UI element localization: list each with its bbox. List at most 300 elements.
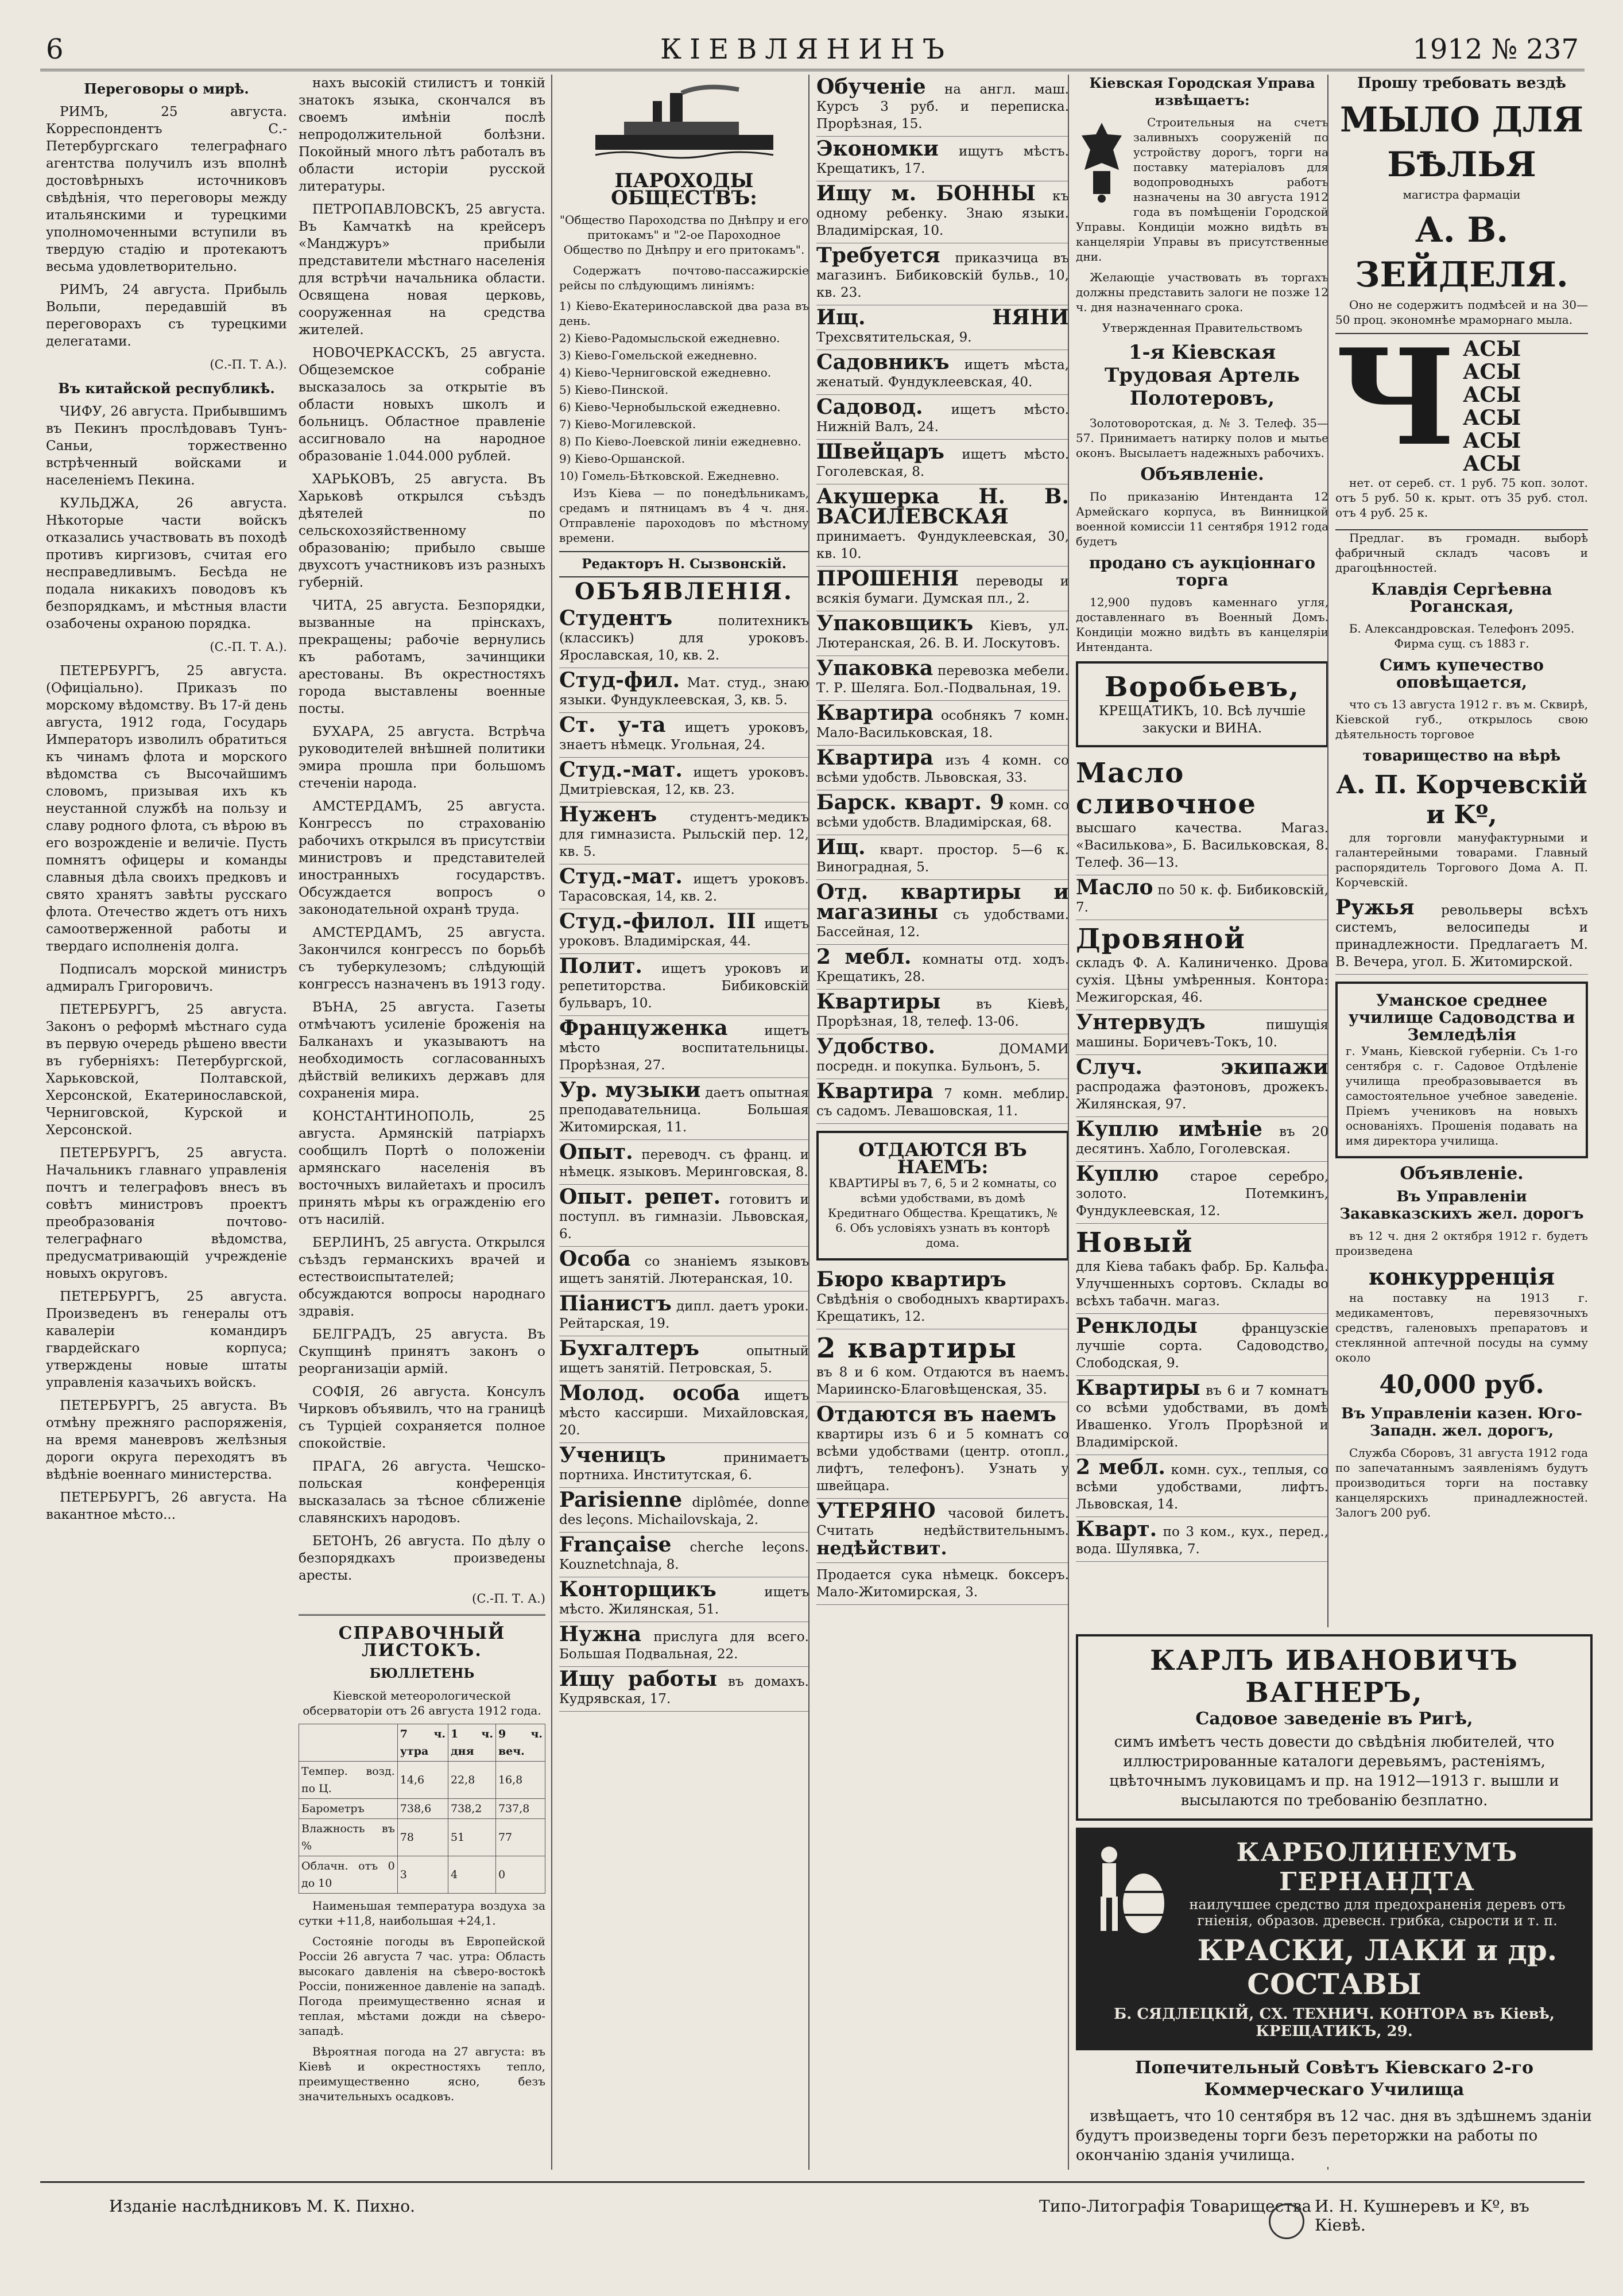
ads-title: ОБЪЯВЛЕНІЯ. (575, 578, 793, 605)
wagner-ad (1076, 1634, 1593, 1821)
table-cell: 78 (397, 1819, 448, 1856)
ad-keyword: Ур. музыки (559, 1078, 701, 1102)
table-row (299, 1856, 545, 1894)
steamship-line: 4) Кіево-Черниговской ежедневно. (559, 366, 772, 379)
classified-ad (559, 1667, 809, 1712)
ad-text: даетъ опытная преподавательница. Большая Житомирская, 11. (559, 1085, 809, 1135)
article: БЕТОНЪ, 26 августа. По дѣлу о безпорядкахъ произведены аресты. (299, 1534, 545, 1583)
printer-name: И. Н. Кушнеревъ и Kº, въ Кіевѣ. (1315, 2197, 1529, 2235)
ad-text: студентъ-медикъ для гимназиста. Рыльскій пер. 12, кв. 5. (559, 810, 809, 859)
article: ПРАГА, 26 августа. Чешско-польская конференція высказалась за тѣсное сближеніе славянскихъ народовъ. (299, 1459, 545, 1526)
article: ПЕТРОПАВЛОВСКЪ, 25 августа. Въ Камчаткѣ на крейсеръ «Манджуръ» прибыли представители мѣстнаго населенія для встрѣчи начальника области. Освящена новая церковь, сооруженная на средства жителей. (299, 202, 545, 338)
ad-keyword: 2 мебл. (816, 945, 912, 969)
merchants-text: что съ 13 августа 1912 г. въ м. Сквирѣ, Кіевской губ., открылось свою дѣятельность торговое (1335, 697, 1588, 741)
school-text: г. Умань, Кіевской губерніи. Съ 1-го сентября с. г. Садовое Отдѣленіе училища преобразовывается въ самостоятельное учебное заведеніе. Пріемъ учениковъ на новыхъ основаніяхъ. Прошенія подавать на имя директора училища. (1346, 1044, 1578, 1147)
signature: (С.-П. Т. А.) (472, 1592, 545, 1605)
reference-section (299, 1614, 545, 2104)
classified-ad (559, 713, 809, 758)
polot-text: Золотоворотская, д. № 3. Телеф. 35—57. Принимаетъ натирку полов и мытье оконъ. Высылаетъ надежныхъ рабочихъ. (1076, 416, 1328, 460)
steamships-subtitle: "Общество Пароходства по Днѣпру и его притокамъ" и "2-ое Пароходное Общество по Днѣпру и его притокамъ". (559, 213, 809, 257)
ad-keyword: ПРОШЕНІЯ (816, 567, 959, 591)
ad-text: diplômée, donne des leçons. Michailovskaja, 2. (559, 1495, 809, 1527)
ad-keyword: Конторщикъ (559, 1577, 716, 1601)
classified-ad (816, 75, 1069, 137)
apartment-text: по 3 ком., кух., перед., вода. Шулявка, 7. (1076, 1525, 1328, 1557)
guns-title: Ружья (1335, 895, 1415, 920)
classified-ad (816, 243, 1069, 305)
ad-keyword: Бухгалтеръ (559, 1336, 700, 1360)
ad-keyword: Опыт. репет. (559, 1185, 721, 1209)
lost-title: УТЕРЯНО (816, 1499, 936, 1523)
estate-text: въ 20 десятинъ. Хабло, Гоголевская. (1076, 1124, 1328, 1157)
guns-text: револьверы всѣхъ системъ, велосипеды и принадлежности. Предлагаетъ М. В. Вечера, угол. Б. Житомирской. (1335, 903, 1588, 969)
ad-text: въ домахъ. Кудрявская, 17. (559, 1674, 809, 1707)
steamship-lines (559, 298, 809, 483)
rooms-text: комн. сух., теплыя, со всѣми удобствами, лифтъ. Львовская, 14. (1076, 1463, 1328, 1512)
ad-text: принимаетъ портниха. Институтская, 6. (559, 1450, 809, 1483)
tobacco-text: для Кіева табакъ фабр. Бр. Кальфа. Улучшенныхъ сортовъ. Склады во всѣхъ табачн. магаз. (1076, 1259, 1328, 1309)
carriages-title: Случ. экипажи (1076, 1055, 1328, 1079)
flats-ad (816, 1329, 1069, 1402)
steamship-line: 10) Гомель-Бѣтковской. Ежедневно. (559, 469, 780, 483)
soap-name: А. В. ЗЕЙДЕЛЯ. (1355, 210, 1568, 295)
estate-title: Куплю имѣніе (1076, 1117, 1262, 1141)
ad-text: ищетъ мѣсто. Гоголевская, 8. (816, 447, 1069, 479)
classified-ad (559, 668, 809, 713)
ad-keyword: Особа (559, 1247, 631, 1271)
ad-text: ищетъ мѣста, женатый. Фундуклеевская, 40. (816, 358, 1069, 390)
publisher: Изданіе наслѣдниковъ М. К. Пихно. (109, 2197, 416, 2216)
firewood-ad (1076, 920, 1328, 1010)
steamship-line: 7) Кіево-Могилевской. (559, 417, 696, 431)
clock-word: АСЫ (1463, 383, 1521, 407)
zak-text-2: на поставку на 1913 г. медикаментовъ, перевязочныхъ средствъ, галеновыхъ препаратовъ и стеклянной аптечной посуды на сумму около (1335, 1291, 1588, 1364)
table-cell: Барометръ (299, 1799, 398, 1819)
steamship-line: 3) Кіево-Гомельской ежедневно. (559, 348, 757, 362)
announcement-title: Объявленіе. (1140, 464, 1264, 484)
steamship-icon (590, 80, 779, 166)
article: ЧИФУ, 26 августа. Прибывшимъ въ Пекинъ прослѣдовавъ Тунъ-Саньи, торжественно встрѣченный войсками и населеніемъ Пекина. (46, 404, 287, 488)
ad-text: ищетъ уроковъ. Дмитріевская, 12, кв. 23. (559, 765, 809, 797)
classified-ad (559, 1533, 809, 1577)
soap-text: Оно не содержитъ подмѣсей и на 30—50 проц. экономнѣе мраморнаго мыла. (1335, 298, 1588, 327)
ivashenko-title: Квартиры (1076, 1376, 1200, 1400)
ad-keyword: Піанистъ (559, 1292, 672, 1316)
city-text-2: Желающіе участвовать въ торгахъ должны представить залоги не позже 12 ч. дня назначеннаго срока. (1076, 270, 1328, 314)
ad-text: кварт. простор. 5—6 к. Виноградная, 5. (816, 843, 1069, 875)
classified-ad (816, 790, 1069, 835)
lost-text: часовой билетъ. Считать недѣйствительнымъ. (816, 1506, 1069, 1538)
column-telegrams-2 (299, 75, 545, 2170)
ad-text: ДОМАМИ посредн. и покупка. Бульонъ, 5. (816, 1042, 1069, 1074)
table-cell: 3 (397, 1856, 448, 1894)
flats-title: 2 квартиры (816, 1332, 1017, 1364)
steamships-intro: Содержатъ почтово-пассажирскіе рейсы по слѣдующимъ линіямъ: (559, 263, 809, 292)
announcement-text: По приказанію Интенданта 12 Армейскаго корпуса, въ Винницкой военной комиссіи 11 сентября 1912 года будетъ (1076, 490, 1328, 548)
ad-keyword: Упаковщикъ (816, 611, 974, 635)
page-number: 6 (46, 33, 64, 65)
article: АМСТЕРДАМЪ, 25 августа. Конгрессъ по страхованію рабочихъ открылся въ присутствіи министровъ и представителей иностранныхъ государствъ. Обсуждается вопросъ о законодательной охранѣ труда. (299, 799, 545, 917)
ad-keyword: Акушерка Н. В. ВАСИЛЕВСКАЯ (816, 484, 1069, 529)
classified-ad (816, 137, 1069, 181)
table-header-row (299, 1724, 545, 1762)
ad-keyword: Нуженъ (559, 802, 657, 827)
council-title: Попечительный Совѣтъ Кіевскаго 2-го Коммерческаго Училища (1135, 2058, 1533, 2100)
ad-text: Мат. студ., знаю языки. Фундуклеевская, 3, кв. 5. (559, 676, 809, 708)
wide-ads-block (1068, 1627, 1593, 2167)
school-ad (1335, 982, 1588, 1158)
article: ПЕТЕРБУРГЪ, 25 августа. Произведенъ въ генералы отъ кавалеріи командиръ гвардейскаго корпуса; утверждены новые штаты управленія казачьихъ войскъ. (46, 1289, 287, 1390)
table-header-cell: 1 ч. дня (448, 1724, 496, 1762)
table-cell: 4 (448, 1856, 496, 1894)
underwood-title: Унтервудъ (1076, 1010, 1206, 1034)
clock-name: Клавдія Сергѣевна Роганская, (1371, 580, 1552, 616)
article: КУЛЬДЖА, 26 августа. Нѣкоторые части войскъ отказались участвовать въ походѣ противъ киргизовъ, считая его несправедливымъ. Бесѣда не подала никакихъ поводовъ къ безпорядкамъ, и мѣстныя власти озабочены охраною порядка. (46, 496, 287, 631)
ad-text: особнякъ 7 комн. Мало-Васильковская, 18. (816, 708, 1069, 740)
signature: (С.-П. Т. А.). (210, 358, 287, 371)
article: СОФІЯ, 26 августа. Консулъ Чирковъ объявилъ, что на границѣ съ Турціей сохраняется полное спокойствіе. (299, 1384, 545, 1451)
ad-text: Кіевъ, ул. Лютеранская, 26. В. И. Лоскутовъ. (816, 619, 1069, 651)
ad-keyword: Швейцаръ (816, 440, 944, 464)
clock-text: нет. от сереб. ст. 1 руб. 75 коп. золот. отъ 5 руб. 50 к. крыт. отъ 35 руб. стол. отъ 4 руб. 25 к. (1335, 476, 1588, 519)
rent-box (816, 1131, 1069, 1261)
auction-title: продано съ аукціоннаго торга (1089, 553, 1315, 589)
ad-keyword: Ищ. НЯНИ (816, 305, 1069, 329)
vorobyev-text: КРЕЩАТИКЪ, 10. Всѣ лучшіе закуски и ВИНА. (1098, 704, 1306, 736)
rent-text: КВАРТИРЫ въ 7, 6, 5 и 2 комнаты, со всѣми удобствами, въ домѣ Кредитнаго Общества. Крещатикъ, № 6. Объ условіяхъ узнать въ конторѣ дома. (828, 1176, 1058, 1250)
table-cell: Влажность въ % (299, 1819, 398, 1856)
paints-title: КРАСКИ, ЛАКИ и др. СОСТАВЫ (1197, 1933, 1558, 2001)
headline: Въ китайской республикѣ. (58, 380, 275, 397)
steamship-line: 1) Кіево-Екатеринославской два раза въ день. (559, 299, 809, 328)
ad-text: переводы и всякія бумаги. Думская пл., 2. (816, 574, 1069, 606)
carbolineum-address: Б. СЯДЛЕЦКІЙ, СХ. ТЕХНИЧ. КОНТОРА въ Кіевѣ, КРЕЩАТИКЪ, 29. (1114, 2006, 1555, 2040)
newspaper-title: КІЕВЛЯНИНЪ (660, 33, 952, 65)
ad-keyword: Студентъ (559, 606, 673, 630)
plums-ad (1076, 1314, 1328, 1376)
silver-title: Куплю (1076, 1162, 1159, 1186)
classified-ads (816, 75, 1069, 1124)
city-text: Строительныя на счетъ заливныхъ сооруженій по устройству дорогъ, торги на поставку матеріаловъ для водопроводныхъ работъ назначены на 30 августа 1912 года въ помѣщеніи Городской Управы. Кондиціи можно видѣть въ канцеляріи Управы въ присутственные дни. (1076, 115, 1328, 263)
article: ХАРЬКОВЪ, 25 августа. Въ Харьковѣ открылся съѣздъ дѣятелей по сельскохозяйственному образованію; прибыло свыше двухсотъ участниковъ изъ разныхъ губерній. (299, 472, 545, 590)
table-cell: 0 (495, 1856, 545, 1894)
classified-ad (816, 181, 1069, 243)
ad-keyword: Барск. кварт. 9 (816, 790, 1005, 815)
classified-ad (559, 1336, 809, 1381)
table-header-cell: 9 ч. веч. (495, 1724, 545, 1762)
vorobyev-ad (1076, 661, 1328, 747)
council-text: извѣщаетъ, что 10 сентября въ 12 час. дня въ здѣшнемъ зданіи будутъ произведены торги безъ переторжки на работы по окончанію зданія училища. (1076, 2108, 1592, 2164)
table-row (299, 1799, 545, 1819)
ad-text: ищетъ мѣсто кассирши. Михайловская, 20. (559, 1389, 809, 1438)
bureau-text: Свѣдѣнія о свободныхъ квартирахъ. Крещатикъ, 12. (816, 1292, 1069, 1324)
apartment-ad (1076, 1517, 1328, 1562)
classified-ad (816, 1079, 1069, 1124)
ad-keyword: Экономки (816, 137, 939, 161)
tobacco-title: Новый (1076, 1227, 1194, 1259)
column-steamships-ads (551, 75, 809, 2170)
article: ПЕТЕРБУРГЪ, 25 августа. Въ отмѣну прежняго распоряженія, на время маневровъ желѣзныя дороги округа переходятъ въ вѣдѣніе военнаго министерства. (46, 1398, 287, 1482)
butter-title-2: Масло (1076, 875, 1153, 899)
underwood-ad (1076, 1010, 1328, 1055)
butter-title: Масло сливочное (1076, 757, 1257, 820)
rent-text-2: квартиры изъ 6 и 5 комнатъ со всѣми удобствами (центр. отопл., лифтъ, телефонъ). Узнать у швейцара. (816, 1427, 1069, 1494)
firewood-text: складъ Ф. А. Калиниченко. Дрова сухія. Цѣны умѣренныя. Контора: Межигорская, 46. (1076, 956, 1328, 1005)
ivashenko-text: въ 6 и 7 комнатъ со всѣми удобствами, въ домѣ Ивашенко. Уголъ Прорѣзной и Владимірской. (1076, 1383, 1328, 1450)
bureau-ad (816, 1267, 1069, 1329)
ad-text: со знаніемъ языковъ ищетъ занятій. Лютеранская, 10. (559, 1254, 809, 1286)
polot-title: 1-я Кіевская Трудовая Артель Полотеровъ, (1105, 341, 1300, 410)
ad-text: ищетъ уроковъ. Владимірская, 44. (559, 917, 809, 949)
classified-ad (559, 1381, 809, 1443)
classified-ad (816, 880, 1069, 945)
zak-big: конкурренція (1368, 1263, 1555, 1290)
ad-keyword: Française (559, 1533, 672, 1557)
clock-shop: Предлаг. въ громадн. выборѣ фабричный складъ часовъ и драгоцѣнностей. (1335, 531, 1588, 575)
ad-text: 7 комн. меблир. съ садомъ. Левашовская, 11. (816, 1087, 1069, 1119)
headline: Переговоры о мирѣ. (84, 80, 249, 97)
ad-text: комнаты отд. ходъ. Крещатикъ, 28. (816, 952, 1069, 984)
wagner-title: КАРЛЪ ИВАНОВИЧЪ ВАГНЕРЪ, (1150, 1645, 1519, 1709)
apartment-title: Кварт. (1076, 1517, 1157, 1541)
flats-text: въ 8 и 6 ком. Отдаются въ наемъ. Мариинско-Благовѣщенская, 35. (816, 1365, 1069, 1397)
ad-keyword: Обученіе (816, 75, 926, 99)
ad-keyword: Квартиры (816, 990, 941, 1014)
column-classifieds (808, 75, 1069, 2170)
ad-text: переводч. съ франц. и нѣмецк. языковъ. Меринговская, 8. (559, 1147, 809, 1180)
school-title: Уманское среднее училище Садоводства и Земледѣлія (1348, 991, 1575, 1044)
classified-ad (816, 440, 1069, 484)
ad-text: на англ. маш. Курсъ 3 руб. и переписка. Прорѣзная, 15. (816, 82, 1069, 131)
ad-keyword: Студ.-мат. (559, 864, 683, 889)
article: ВЪНА, 25 августа. Газеты отмѣчаютъ усиленіе броженія на Балканахъ и указываютъ на необходимость согласованныхъ дѣйствій великихъ державъ для сохраненія мира. (299, 1000, 545, 1101)
table-cell: 738,6 (397, 1799, 448, 1819)
classified-ad (816, 945, 1069, 990)
clock-word: АСЫ (1463, 360, 1521, 384)
ad-keyword: Ст. у-та (559, 713, 666, 737)
ad-text: въ Кіевѣ, Прорѣзная, 18, телеф. 13-06. (816, 997, 1069, 1029)
classified-ad (559, 864, 809, 909)
ad-text: опытный ищетъ занятій. Петровская, 5. (559, 1344, 809, 1376)
butter-text-2: по 50 к. ф. Бибиковскій, 7. (1076, 883, 1328, 915)
article: ПЕТЕРБУРГЪ, 25 августа. (Офиціально). Приказъ по морскому вѣдомству. Въ 17-й день августа, 1912 года, Государь Императоръ изволилъ обратиться къ чинамъ флота и морского вѣдомства съ Высочайшимъ словомъ, призывая ихъ къ неустанной службѣ на пользу и славу родного флота, съ вѣрою въ его возрожденіе и величіе. Пусть помнятъ офицеры и команды славныя дѣла своихъ предковъ и свято хранятъ завѣты русскаго флота. Отечество ждетъ отъ нихъ самоотверженной работы и твердаго исполненія долга. (46, 664, 287, 954)
ad-keyword: Студ.-филол. III (559, 909, 756, 933)
clock-letter: Ч (1335, 333, 1457, 475)
lost-ad (816, 1499, 1069, 1563)
ad-keyword: Квартира (816, 1079, 933, 1103)
steamship-line: 8) По Кіево-Лоевской линіи ежедневно. (559, 435, 801, 448)
soap-title: МЫЛО ДЛЯ БѢЛЬЯ (1339, 100, 1584, 185)
ad-text: cherche leçons. Kouznetchnaja, 8. (559, 1540, 809, 1572)
classified-ad (816, 746, 1069, 790)
barrel-man-icon (1086, 1840, 1167, 1938)
clock-word: АСЫ (1463, 452, 1521, 476)
table-cell: 77 (495, 1819, 545, 1856)
plums-title: Ренклоды (1076, 1314, 1198, 1338)
classified-ad (559, 1078, 809, 1140)
rooms-title: 2 мебл. (1076, 1455, 1165, 1479)
butter-ad (1076, 754, 1328, 875)
article: БЕРЛИНЪ, 25 августа. Открылся съѣздъ германскихъ врачей и естествоиспытателей; обсуждаются вопросы народнаго здравія. (299, 1235, 545, 1319)
table-cell: 14,6 (397, 1762, 448, 1799)
ad-keyword: Parisienne (559, 1488, 683, 1512)
merchants-partnership: товарищество на вѣрѣ (1362, 747, 1561, 765)
rent-ad-2 (816, 1402, 1069, 1499)
classified-ad (559, 606, 809, 668)
article: ПЕТЕРБУРГЪ, 26 августа. На вакантное мѣсто... (46, 1490, 287, 1522)
ad-keyword: Ищу м. БОННЫ (816, 181, 1036, 205)
classified-ad (559, 1247, 809, 1292)
zak-title: Объявленіе. (1400, 1163, 1524, 1184)
classified-ad (559, 954, 809, 1016)
table-cell: Облачн. отъ 0 до 10 (299, 1856, 398, 1894)
classified-ad (559, 1577, 809, 1622)
ad-text: принимаетъ. Фундуклеевская, 30, кв. 10. (816, 529, 1069, 561)
ad-text: ищетъ мѣсто. Нижній Валъ, 24. (816, 402, 1069, 435)
steamship-line: 6) Кіево-Чернобыльской ежедневно. (559, 400, 781, 414)
editor-line: Редакторъ Н. Сызвонскій. (559, 551, 809, 577)
classified-ad (816, 305, 1069, 350)
silver-text: старое серебро, золото. Потемкинъ, Фундуклеевская, 12. (1076, 1169, 1328, 1219)
ad-keyword: Квартира (816, 701, 933, 725)
ad-keyword: Ищ. (816, 835, 866, 859)
ad-text: ищутъ мѣстъ. Крещатикъ, 17. (816, 144, 1069, 176)
article: БЕЛГРАДЪ, 25 августа. Въ Скупщинѣ принятъ законъ о реорганизаціи армій. (299, 1327, 545, 1376)
article: нахъ высокій стилистъ и тонкій знатокъ языка, скончался въ своемъ имѣніи послѣ непродолжительной болѣзни. Покойный много лѣтъ работалъ въ области исторіи русской литературы. (299, 76, 545, 194)
merchants-name: А. П. Корчевскій и Kº, (1336, 770, 1587, 829)
ad-text: ищетъ уроковъ, знаетъ нѣмецк. Угольная, 24. (559, 720, 809, 753)
classified-ad (816, 990, 1069, 1034)
article: АМСТЕРДАМЪ, 25 августа. Закончился конгрессъ по борьбѣ съ туберкулезомъ; слѣдующій конгрессъ назначенъ въ 1913 году. (299, 925, 545, 992)
ad-keyword: Отд. квартиры и магазины (816, 880, 1069, 924)
ad-keyword: Удобство. (816, 1034, 936, 1058)
classified-ad (816, 395, 1069, 440)
ad-keyword: Требуется (816, 243, 940, 267)
lost-word: недѣйствит. (816, 1537, 947, 1559)
ad-keyword: Студ.-мат. (559, 758, 683, 782)
silver-ad (1076, 1162, 1328, 1224)
clock-word: АСЫ (1463, 429, 1521, 453)
steamship-line: 2) Кіево-Радомысльской ежедневно. (559, 331, 780, 345)
reference-title: СПРАВОЧНЫЙ ЛИСТОКЪ. (338, 1623, 506, 1661)
bulletin-title: БЮЛЛЕТЕНЬ (369, 1666, 475, 1681)
wagner-text: симъ имѣетъ честь довести до свѣдѣнія любителей, что иллюстрированные каталоги деревьямъ, растеніямъ, цвѣточнымъ луковицамъ и пр. на 1912—1913 г. вышли и высылаются по требованію безплатно. (1109, 1733, 1559, 1809)
yugo-text: Служба Сборовъ, 31 августа 1912 года по запечатаннымъ заявленіямъ будутъ производиться торги на поставку канцелярскихъ принадлежностей. Залогъ 200 руб. (1335, 1446, 1588, 1519)
classified-ad (816, 1034, 1069, 1079)
table-cell: Темпер. возд. по Ц. (299, 1762, 398, 1799)
ad-keyword: Упаковка (816, 656, 933, 680)
bureau-title: Бюро квартиръ (816, 1267, 1006, 1292)
ad-keyword: Студ-фил. (559, 668, 680, 692)
classified-ad (816, 611, 1069, 656)
steamships-title: ПАРОХОДЫ ОБЩЕСТВЪ: (611, 169, 757, 210)
classified-ad (816, 350, 1069, 395)
article: КОНСТАНТИНОПОЛЬ, 25 августа. Армянскій патріархъ сообщилъ Портѣ о положеніи армянскаго населенія въ восточныхъ вилайетахъ и просилъ принять мѣры къ огражденію его отъ насилій. (299, 1109, 545, 1227)
rooms-ad (1076, 1455, 1328, 1517)
polot-pre: Утвержденная Правительствомъ (1102, 321, 1303, 335)
table-cell: 738,2 (448, 1799, 496, 1819)
ad-keyword: Нужна (559, 1622, 642, 1646)
soap-pre: Прошу требовать вездѣ (1357, 75, 1566, 92)
ivashenko-ad (1076, 1376, 1328, 1455)
zak-text: въ 12 ч. дня 2 октября 1912 г. будетъ произведена (1335, 1229, 1588, 1258)
article: ПЕТЕРБУРГЪ, 25 августа. Начальникъ главнаго управленія почтъ и телеграфовъ внесъ въ совѣтъ министровъ проектъ преобразованія почтово-телеграфнаго вѣдомства, предусматривающій учрежденіе новыхъ округовъ. (46, 1146, 287, 1281)
bulletin-subtitle: Кіевской метеорологической обсерваторіи отъ 26 августа 1912 года. (303, 1689, 541, 1717)
zak-sub: Въ Управленіи Закавказскихъ жел. дорогъ (1339, 1188, 1584, 1223)
underwood-text: пишущія машины. Боричевъ-Токъ, 10. (1076, 1018, 1328, 1050)
tobacco-ad (1076, 1224, 1328, 1314)
table-row (299, 1762, 545, 1799)
wagner-sub: Садовое заведеніе въ Ригѣ, (1195, 1709, 1473, 1729)
weather-note: Вѣроятная погода на 27 августа: въ Кіевѣ и окрестностяхъ тепло, преимущественно ясно, безъ значительныхъ осадковъ. (299, 2045, 545, 2103)
classified-ad (559, 1622, 809, 1667)
table-cell: 16,8 (495, 1762, 545, 1799)
steamship-line: 5) Кіево-Пинской. (559, 383, 669, 397)
carbolineum-text: наилучшее средство для предохраненія деревъ отъ гніенія, образов. древесн. грибка, сырости и т. п. (1189, 1896, 1566, 1929)
table-header-cell (299, 1724, 398, 1762)
merchants-text-2: для торговли мануфактурными и галантерейными товарами. Главный распорядитель Торгового Дома А. П. Корчевскій. (1335, 831, 1588, 889)
article: ПЕТЕРБУРГЪ, 25 августа. Законъ о реформѣ мѣстнаго суда въ первую очередь рѣшено ввести въ губерніяхъ: Петербургской, Харьковской, Полтавской, Херсонской, Екатеринославской, Черниговской, Курской и Херсонской. (46, 1002, 287, 1138)
ad-text: ищетъ уроковъ и репетиторства. Бибиковскій бульваръ, 10. (559, 961, 809, 1011)
ad-text: дипл. даетъ уроки. Рейтарская, 19. (559, 1299, 809, 1331)
ad-keyword: Садовод. (816, 395, 923, 419)
clock-addr: Б. Александровская. Телефонъ 2095. Фирма сущ. съ 1883 г. (1349, 622, 1575, 650)
ad-keyword: Ищу работы (559, 1667, 718, 1691)
carbolineum-ad (1076, 1828, 1593, 2050)
classified-ads (559, 606, 809, 1712)
clock-word: АСЫ (1463, 406, 1521, 430)
ad-text: прислуга для всего. Большая Подвальная, 22. (559, 1630, 809, 1662)
article: РИМЪ, 24 августа. Прибыль Вольпи, передавшій въ переговорахъ съ турецкими делегатами. (46, 282, 287, 349)
soap-sub: магистра фармаціи (1403, 188, 1521, 201)
table-header-cell: 7 ч. утра (397, 1724, 448, 1762)
rent-title-2: Отдаются въ наемъ (816, 1402, 1056, 1426)
table-cell: 22,8 (448, 1762, 496, 1799)
ad-text: къ одному ребенку. Знаю языки. Владимірская, 10. (816, 189, 1069, 238)
classified-ad (559, 1488, 809, 1533)
article: ЧИТА, 25 августа. Безпорядки, вызванные на прінскахъ, прекращены; рабочіе вернулись къ работамъ, зачинщики арестованы. Въ окрестностяхъ города выставлены военные посты. (299, 598, 545, 716)
ad-text: готовитъ и поступл. въ гимназіи. Львовская, 6. (559, 1192, 809, 1242)
ad-text: изъ 4 комн. со всѣми удобств. Львовская, 33. (816, 753, 1069, 785)
article: Подписалъ морской министръ адмиралъ Григоровичъ. (46, 962, 287, 994)
classified-ad (816, 484, 1069, 567)
ad-text: комн. со всѣми удобств. Владимірская, 68. (816, 798, 1069, 830)
classified-ad (816, 656, 1069, 701)
ad-keyword: Ученицъ (559, 1443, 666, 1467)
classified-ad (559, 1292, 809, 1336)
classified-ad (559, 1185, 809, 1247)
classified-ad (559, 758, 809, 802)
classified-ad (816, 835, 1069, 880)
carriages-ad (1076, 1055, 1328, 1117)
classified-ad (559, 909, 809, 954)
article: РИМЪ, 25 августа. Корреспондентъ С.-Петербургскаго телеграфнаго агентства получилъ изъ вполнѣ достовѣрныхъ источниковъ свѣдѣнія, что переговоры между итальянскими и турецкими уполномоченными вступили въ твердую стадію и протекаютъ весьма удовлетворительно. (46, 104, 287, 274)
ad-text: Трехсвятительская, 9. (816, 330, 972, 345)
ad-text: ищетъ уроковъ. Тарасовская, 14, кв. 2. (559, 872, 809, 904)
classified-ad (816, 567, 1069, 611)
article: БУХАРА, 25 августа. Встрѣча руководителей внѣшней политики эмира прошла при большомъ стеченіи народа. (299, 724, 545, 791)
classified-ad (559, 1443, 809, 1488)
plums-text: французскіе лучшіе сорта. Садоводство, Слободская, 9. (1076, 1321, 1328, 1371)
weather-note: Состояніе погоды въ Европейской Россіи 26 августа 7 час. утра: Область высокаго давленія на сѣверо-востокѣ Россіи, пониженное давленіе на западѣ. Погода преимущественно ясная и теплая, мѣстами дожди на сѣверо-западѣ. (299, 1934, 545, 2038)
article: НОВОЧЕРКАССКЪ, 25 августа. Общеземское собраніе высказалось за открытіе въ области новыхъ школъ и больницъ. Областное правленіе ассигновало на народное образованіе 1.044.000 рублей. (299, 346, 545, 464)
ad-text: политехникъ (классикъ) для уроковъ. Ярославская, 10, кв. 2. (559, 614, 809, 663)
ad-text: перевозка мебели. Т. Р. Шеляга. Бол.-Подвальная, 19. (816, 664, 1069, 696)
clock-word: АСЫ (1463, 337, 1521, 361)
ad-keyword: Полит. (559, 954, 642, 978)
steamship-line: 9) Кіево-Оршанской. (559, 452, 685, 466)
ad-text: ищетъ мѣсто воспитательницы. Прорѣзная, 27. (559, 1023, 809, 1073)
